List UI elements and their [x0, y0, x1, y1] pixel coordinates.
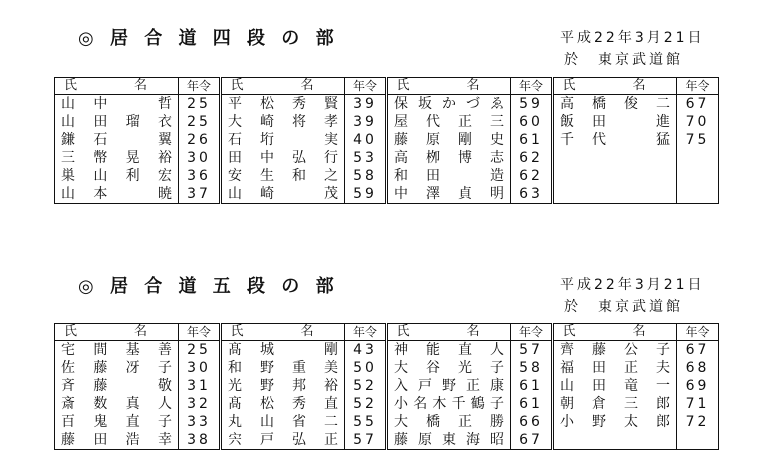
- examinee-age: 57: [511, 341, 553, 360]
- examinee-name: 丸山省二: [221, 413, 345, 431]
- examinee-age: 31: [179, 377, 221, 395]
- examinee-age: 52: [345, 377, 387, 395]
- examinee-age: 39: [345, 113, 387, 131]
- examinee-name: 山田竜一: [553, 377, 677, 395]
- examinee-age: 25: [179, 113, 221, 131]
- event-date: 平成22年3月21日: [560, 277, 705, 293]
- examinee-name: 山中 哲: [55, 95, 179, 114]
- table-row: [55, 395, 719, 413]
- examinee-age: 68: [677, 359, 719, 377]
- examinee-name: 三幣晃裕: [55, 149, 179, 167]
- examinee-age: [677, 431, 719, 450]
- examinee-name: 神能直人: [387, 341, 511, 360]
- examinee-age: 71: [677, 395, 719, 413]
- age-header: 年令: [179, 78, 221, 95]
- examinee-name: 山田瑠衣: [55, 113, 179, 131]
- age-header: 年令: [345, 324, 387, 341]
- examinee-name: 宅間基善: [55, 341, 179, 360]
- examinee-name: [553, 167, 677, 185]
- examinee-name: 安生和之: [221, 167, 345, 185]
- examinee-name: 大崎将孝: [221, 113, 345, 131]
- examinee-name: 和田 造: [387, 167, 511, 185]
- examinee-age: 30: [179, 359, 221, 377]
- examinee-age: 32: [179, 395, 221, 413]
- examinee-age: 38: [179, 431, 221, 450]
- event-meta: [560, 27, 705, 71]
- age-header: 年令: [345, 78, 387, 95]
- examinee-name: 屋代正三: [387, 113, 511, 131]
- examinee-age: 59: [345, 185, 387, 204]
- examinee-name: 保坂かづゑ: [387, 95, 511, 114]
- header-row: [55, 78, 719, 95]
- table-row: [55, 185, 719, 204]
- examinee-age: 61: [511, 377, 553, 395]
- examinee-age: 60: [511, 113, 553, 131]
- event-meta: [560, 274, 705, 318]
- section-title: ◎ 居 合 道 五 段 の 部: [78, 276, 339, 297]
- examinee-name: 光野邦裕: [221, 377, 345, 395]
- examinee-name: 百鬼直子: [55, 413, 179, 431]
- examinee-age: 61: [511, 131, 553, 149]
- examinee-age: 25: [179, 341, 221, 360]
- examinee-name: 飯田 進: [553, 113, 677, 131]
- examinee-name: 藤田浩幸: [55, 431, 179, 450]
- examinee-age: 36: [179, 167, 221, 185]
- examinee-name: 藤原東海昭: [387, 431, 511, 450]
- examinee-age: 70: [677, 113, 719, 131]
- table-row: [55, 167, 719, 185]
- name-header: 氏 名: [221, 324, 345, 341]
- examinee-name: 髙城 剛: [221, 341, 345, 360]
- examinee-age: [677, 167, 719, 185]
- age-header: 年令: [511, 324, 553, 341]
- name-header: 氏 名: [221, 78, 345, 95]
- examinee-name: 入戸野正康: [387, 377, 511, 395]
- examinee-name: 佐藤冴子: [55, 359, 179, 377]
- examinee-age: 67: [511, 431, 553, 450]
- age-header: 年令: [677, 78, 719, 95]
- table-row: [55, 113, 719, 131]
- examinee-age: [677, 185, 719, 204]
- examinee-name: 中澤貞明: [387, 185, 511, 204]
- name-header: 氏 名: [553, 78, 677, 95]
- examinee-name: 福田正夫: [553, 359, 677, 377]
- examinee-name: 高栁博志: [387, 149, 511, 167]
- examinee-age: 63: [511, 185, 553, 204]
- examinee-name: 山本 暁: [55, 185, 179, 204]
- examinee-name: [553, 149, 677, 167]
- examinee-age: 58: [511, 359, 553, 377]
- age-header: 年令: [511, 78, 553, 95]
- age-header: 年令: [677, 324, 719, 341]
- header-row: [55, 324, 719, 341]
- examinee-age: 75: [677, 131, 719, 149]
- examinee-age: 30: [179, 149, 221, 167]
- examinee-age: 67: [677, 95, 719, 114]
- examinee-age: 50: [345, 359, 387, 377]
- examinee-name: 宍戸弘正: [221, 431, 345, 450]
- examinee-age: 37: [179, 185, 221, 204]
- examinee-age: 62: [511, 149, 553, 167]
- examinee-name: 千代 猛: [553, 131, 677, 149]
- examinee-name: 高橋俊二: [553, 95, 677, 114]
- examinee-age: 40: [345, 131, 387, 149]
- examinee-name: 山崎 茂: [221, 185, 345, 204]
- examinee-name: 大谷光子: [387, 359, 511, 377]
- examinee-age: 58: [345, 167, 387, 185]
- examinee-name: 小野太郎: [553, 413, 677, 431]
- examinee-age: 61: [511, 395, 553, 413]
- examinee-age: 39: [345, 95, 387, 114]
- examinee-age: 26: [179, 131, 221, 149]
- results-table: [54, 323, 719, 450]
- name-header: 氏 名: [387, 78, 511, 95]
- examinee-age: 59: [511, 95, 553, 114]
- examinee-age: 69: [677, 377, 719, 395]
- examinee-name: 平松秀賢: [221, 95, 345, 114]
- examinee-name: 小名木千鶴子: [387, 395, 511, 413]
- examinee-name: 髙松秀直: [221, 395, 345, 413]
- name-header: 氏 名: [55, 324, 179, 341]
- age-header: 年令: [179, 324, 221, 341]
- examinee-name: 田中弘行: [221, 149, 345, 167]
- examinee-age: [677, 149, 719, 167]
- examinee-name: [553, 431, 677, 450]
- name-header: 氏 名: [553, 324, 677, 341]
- event-venue: 於 東京武道館: [564, 52, 683, 68]
- examinee-age: 52: [345, 395, 387, 413]
- table-row: [55, 149, 719, 167]
- examinee-age: 72: [677, 413, 719, 431]
- examinee-name: 和野重美: [221, 359, 345, 377]
- table-row: [55, 131, 719, 149]
- table-row: [55, 377, 719, 395]
- section-title: ◎ 居 合 道 四 段 の 部: [78, 28, 339, 49]
- name-header: 氏 名: [55, 78, 179, 95]
- examinee-name: 巣山利宏: [55, 167, 179, 185]
- name-header: 氏 名: [387, 324, 511, 341]
- examinee-name: 朝倉三郎: [553, 395, 677, 413]
- results-table: [54, 77, 719, 204]
- examinee-age: 33: [179, 413, 221, 431]
- examinee-age: 53: [345, 149, 387, 167]
- examinee-name: 石垳 実: [221, 131, 345, 149]
- examinee-name: 齊藤公子: [553, 341, 677, 360]
- table-row: [55, 95, 719, 114]
- examinee-name: [553, 185, 677, 204]
- event-venue: 於 東京武道館: [564, 299, 683, 315]
- examinee-age: 25: [179, 95, 221, 114]
- examinee-name: 斎数真人: [55, 395, 179, 413]
- examinee-name: 藤原剛史: [387, 131, 511, 149]
- table-row: [55, 431, 719, 450]
- examinee-age: 66: [511, 413, 553, 431]
- examinee-name: 斉藤 敬: [55, 377, 179, 395]
- examinee-age: 67: [677, 341, 719, 360]
- examinee-age: 57: [345, 431, 387, 450]
- examinee-age: 43: [345, 341, 387, 360]
- table-row: [55, 341, 719, 360]
- examinee-age: 62: [511, 167, 553, 185]
- examinee-age: 55: [345, 413, 387, 431]
- examinee-name: 大橋正勝: [387, 413, 511, 431]
- event-date: 平成22年3月21日: [560, 30, 705, 46]
- table-row: [55, 413, 719, 431]
- table-row: [55, 359, 719, 377]
- examinee-name: 鎌石 翼: [55, 131, 179, 149]
